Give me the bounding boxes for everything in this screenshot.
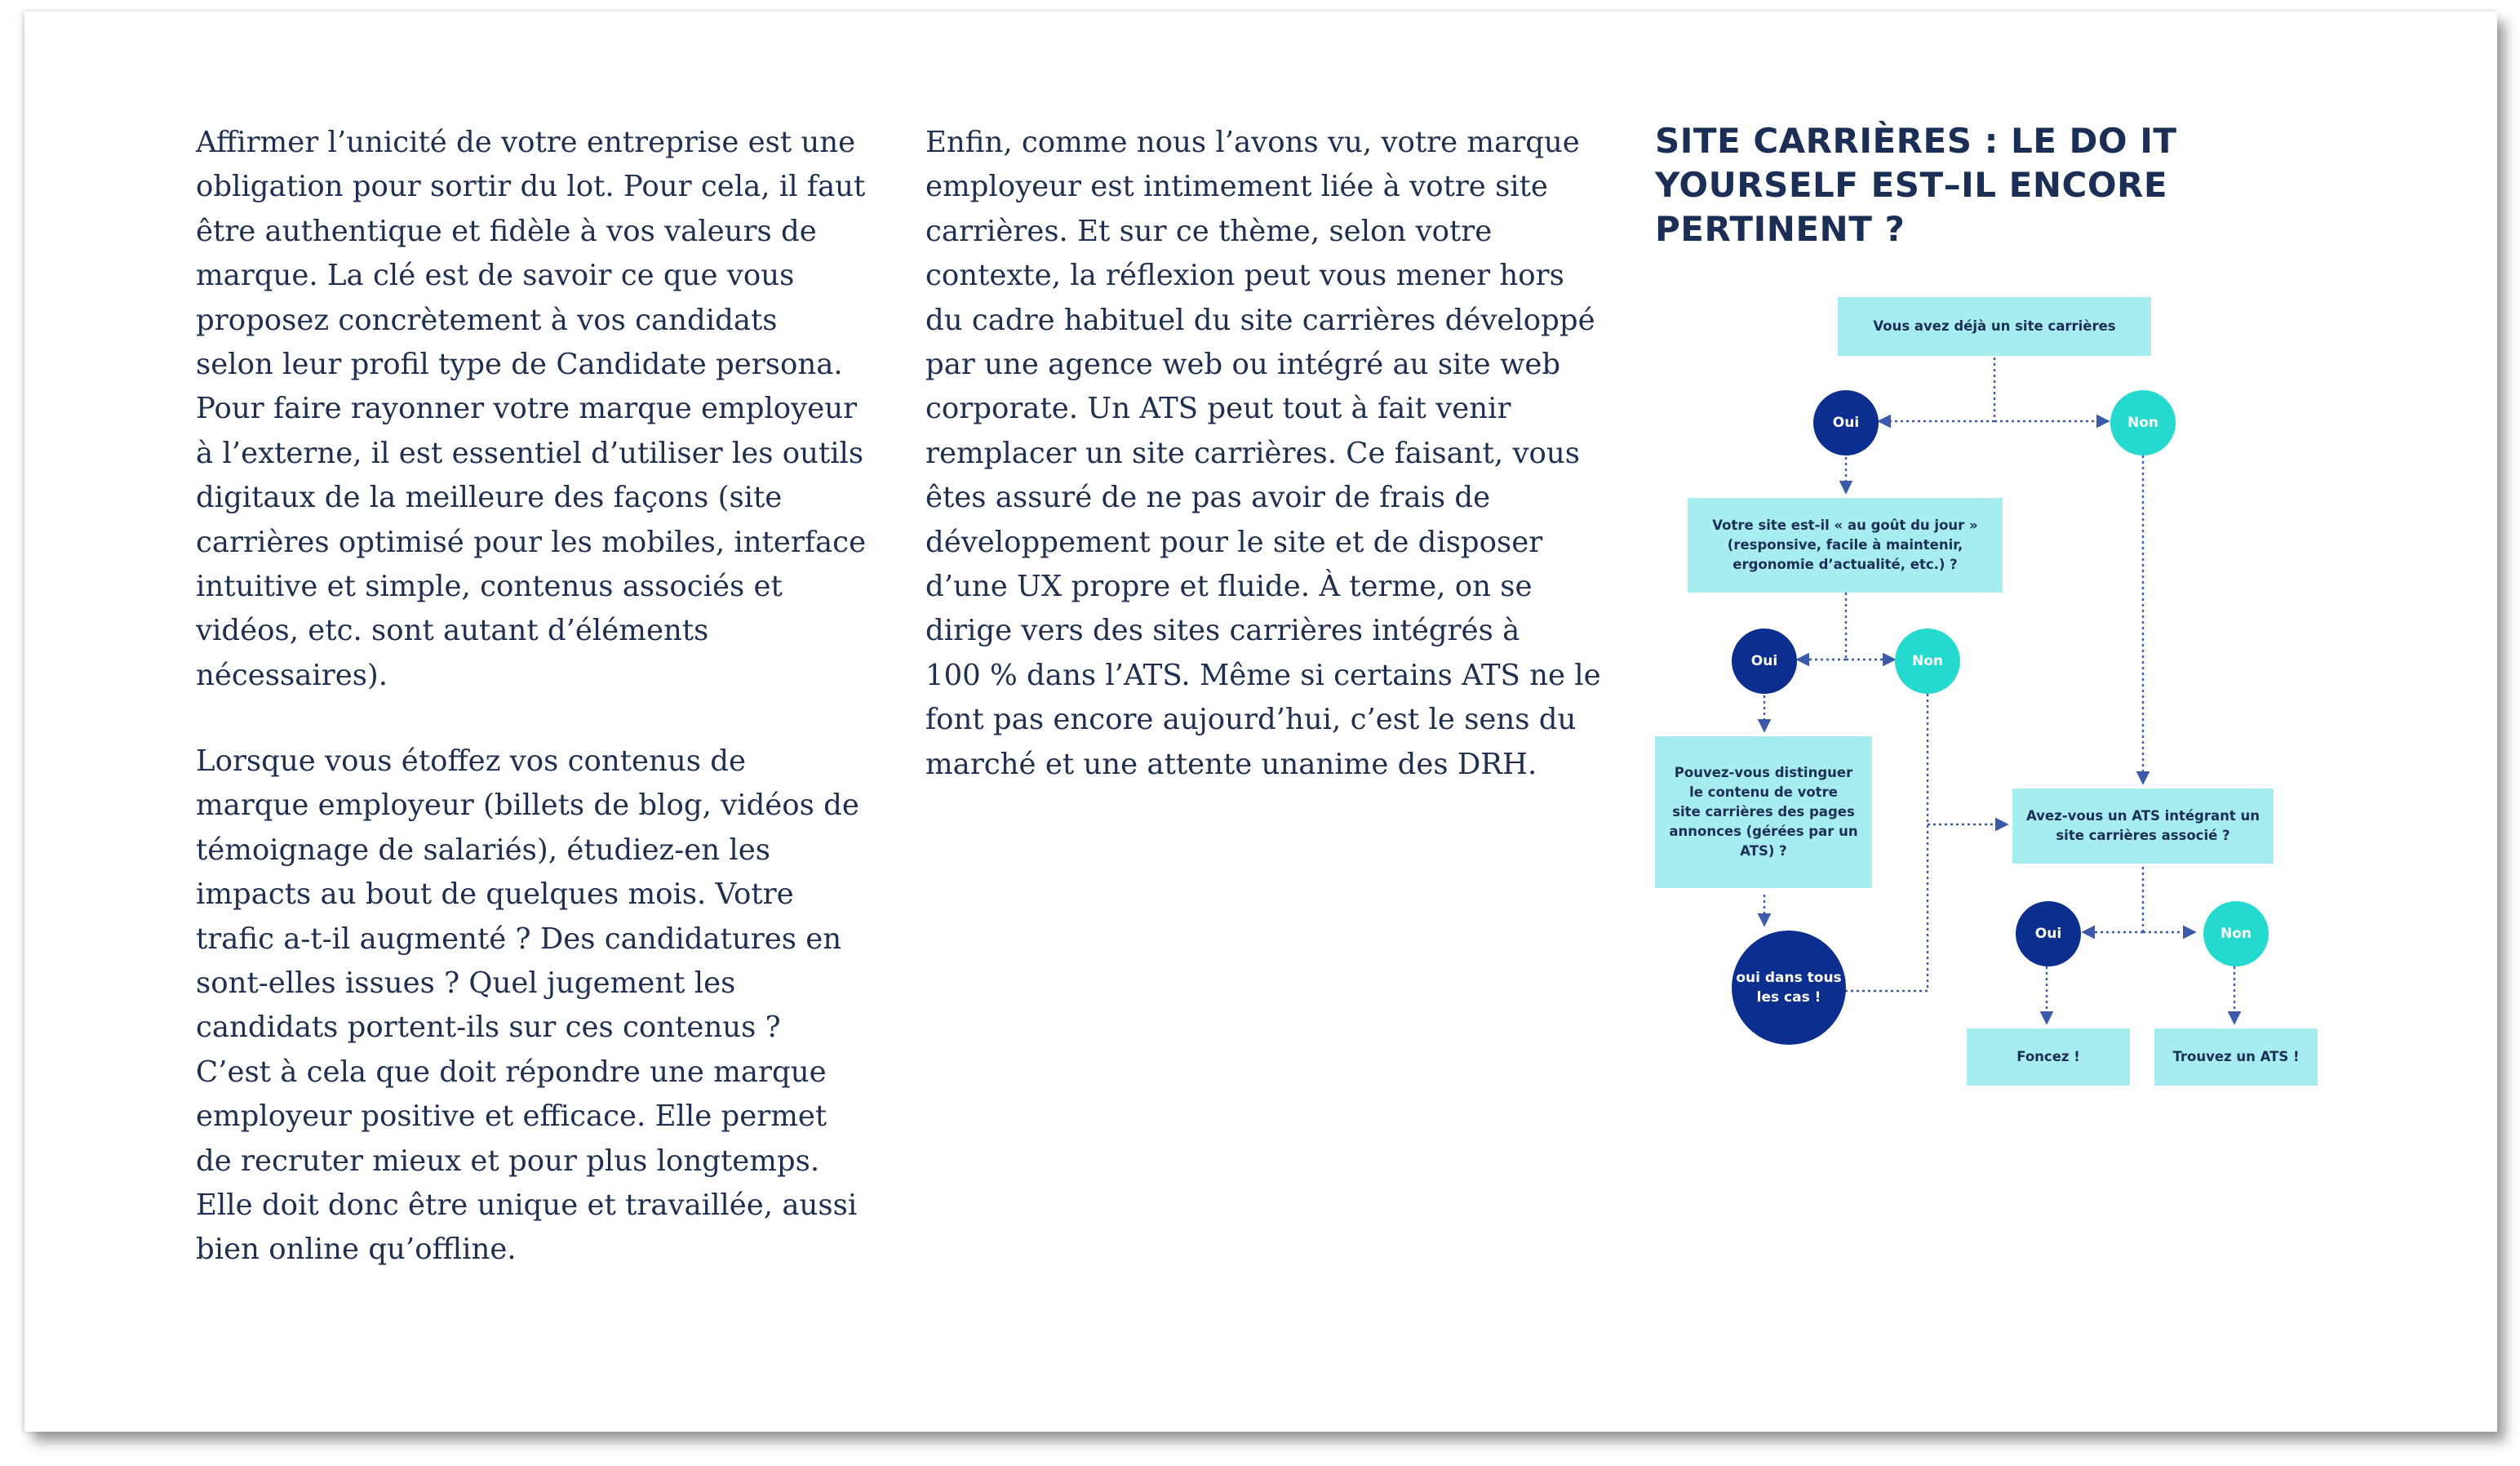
column2-paragraph1: Enfin, comme nous l’avons vu, votre marque employeur est intimement liée à votre site carrières. Et sur ce thème, selon votre contexte, la réflexion peut vous mener hors du cadre habituel du site carrières développé par une agence web ou intégré au site web corporate. Un ATS peut tout à fait venir remplacer un site carrières. Ce faisant, vous êtes assuré de ne pas avoir de frais de développement pour le site et de disposer d’une UX propre et fluide. À terme, on se dirige vers des sites carrières intégrés à 100 % dans l’ATS. Même si certains ATS ne le font pas encore aujourd’hui, c’est le sens du marché et une attente unanime des DRH. bbox=[925, 126, 1601, 781]
flow-q2-oui-node: Oui bbox=[1732, 629, 1797, 694]
column1-paragraph2: Lorsque vous étoffez vos contenus de marque employeur (billets de blog, vidéos de témoignage de salariés), étudiez-en les impacts au bout de quelques mois. Votre trafic a-t-il augmenté ? Des candidatures en sont-elles issues ? Quel jugement les candidats portent-ils sur ces contenus ? C’est à cela que doit répondre une marque employeur positive et efficace. Elle permet de recruter mieux et pour plus longtemps. Elle doit donc être unique et travaillée, aussi bien online qu’offline. bbox=[196, 744, 859, 1267]
flow-q3-result-node: oui dans tous les cas ! bbox=[1732, 931, 1846, 1045]
flow-result-trouvez-ats: Trouvez un ATS ! bbox=[2154, 1028, 2318, 1086]
column1-paragraph1: Affirmer l’unicité de votre entreprise est une obligation pour sortir du lot. Pour cela, il faut être authentique et fidèle à vos valeurs de marque. La clé est de savoir ce que vous proposez concrètement à vos candidats selon leur profil type de Candidate persona. Pour faire rayonner votre marque employeur à l’externe, il est essentiel d’utiliser les outils digitaux de la meilleure des façons (site carrières optimisé pour les mobiles, interface intuitive et simple, contenus associés et vidéos, etc. sont autant d’éléments nécessaires). bbox=[196, 126, 867, 692]
flow-question-distinguish-content: Pouvez-vous distinguer le contenu de votre site carrières des pages annonces (gérées par un ATS) ? bbox=[1655, 736, 1872, 888]
flow-q4-non-node: Non bbox=[2203, 901, 2269, 966]
flow-q1-oui-node: Oui bbox=[1813, 390, 1879, 455]
flow-question-ats: Avez-vous un ATS intégrant un site carrières associé ? bbox=[2012, 789, 2274, 864]
flowchart-title: SITE CARRIÈRES : LE DO IT YOURSELF EST–IL ENCORE PERTINENT ? bbox=[1655, 121, 2177, 249]
flow-q2-non-node: Non bbox=[1895, 629, 1960, 694]
flow-q1-non-node: Non bbox=[2110, 390, 2176, 455]
flow-question-up-to-date: Votre site est-il « au goût du jour » (responsive, facile à maintenir, ergonomie d’actualité, etc.) ? bbox=[1688, 498, 2003, 593]
flow-result-foncez: Foncez ! bbox=[1967, 1028, 2130, 1086]
flow-q4-oui-node: Oui bbox=[2016, 901, 2081, 966]
flow-question-existing-site: Vous avez déjà un site carrières bbox=[1838, 297, 2151, 356]
